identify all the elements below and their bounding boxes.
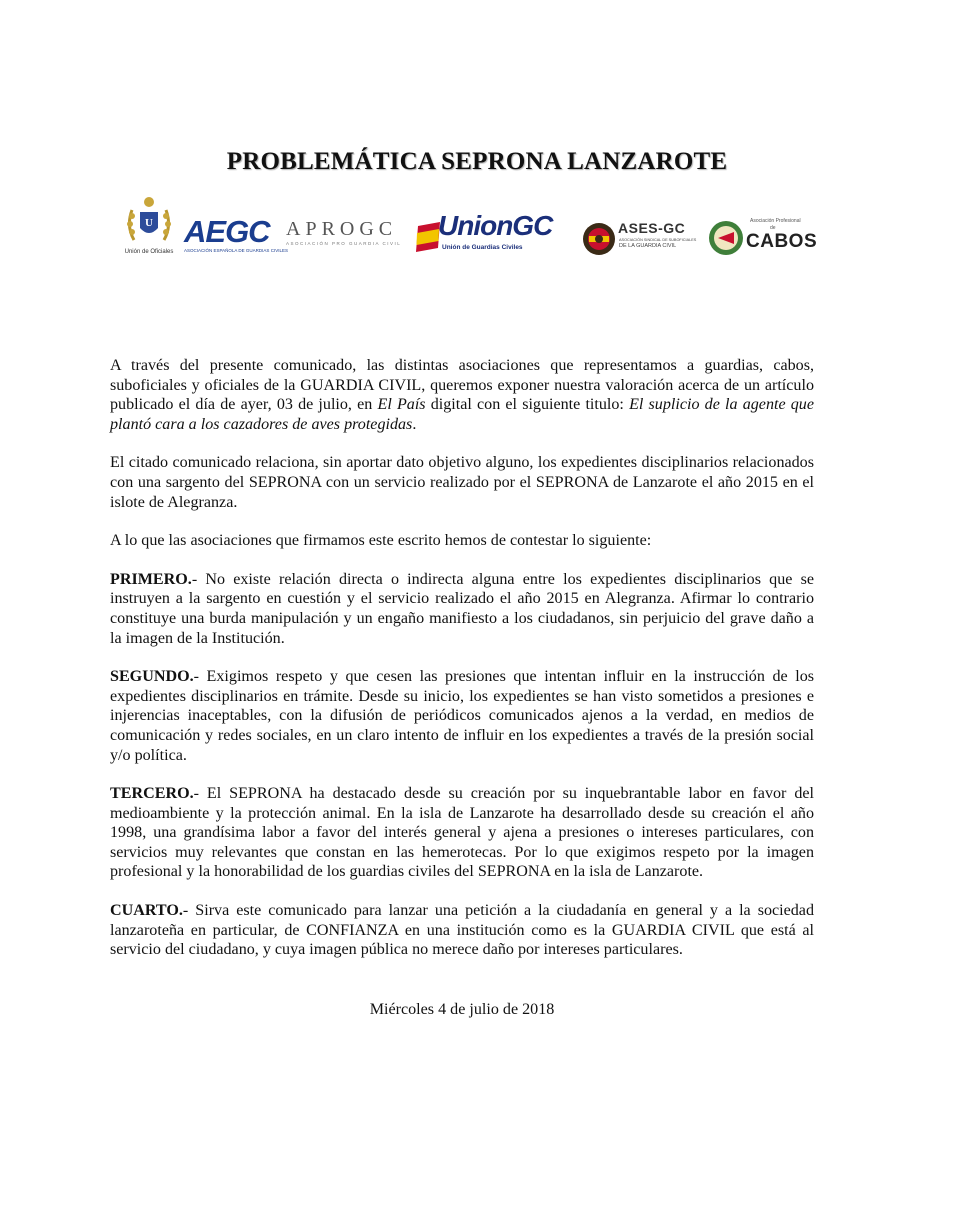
cabos-top-label: Asociación Profesional <box>750 218 801 224</box>
svg-text:U: U <box>145 217 153 229</box>
document-title: PROBLEMÁTICA SEPRONA LANZAROTE <box>226 148 728 175</box>
asesgc-subtitle-1: ASOCIACIÓN SINDICAL DE SUBOFICIALES <box>619 238 697 242</box>
cabos-emblem-icon <box>708 220 744 256</box>
response-intro-paragraph: A lo que las asociaciones que firmamos este escrito hemos de contestar lo siguiente: <box>110 532 652 550</box>
point-segundo-label: SEGUNDO. <box>110 668 194 686</box>
aprogc-name: APROGC <box>286 218 398 240</box>
intro-text: A través del presente comunicado, las distintas asociaciones que representamos a guardias, cabos, suboficiales y oficiales de la GUARDIA CIVIL, queremos exponer nuestra valoración acerca de un artículo publicado el día de ayer, 03 de julio, en <box>110 357 814 414</box>
context-paragraph: El citado comunicado relaciona, sin aportar dato objetivo alguno, los expedientes disciplinarios relacionados con una sargento del SEPRONA con un servicio realizado por el SEPRONA de Lanzarote el año 2015 en el islote de Alegranza. <box>110 454 814 511</box>
document-date: Miércoles 4 de julio de 2018 <box>369 1001 555 1018</box>
article-headline: El suplicio de la agente que plantó cara a los cazadores de aves protegidas <box>110 396 815 433</box>
point-segundo <box>110 667 814 765</box>
newspaper-name: El País <box>377 396 426 414</box>
cabos-name: CABOS <box>746 231 818 252</box>
cabos-de-label: de <box>770 225 776 231</box>
asesgc-subtitle-2: DE LA GUARDIA CIVIL <box>619 243 677 249</box>
point-tercero-label: TERCERO. <box>110 785 194 803</box>
uniongc-name: UnionGC <box>438 210 553 241</box>
union-oficiales-logo <box>122 190 176 262</box>
ases-shield-icon <box>582 220 616 258</box>
union-oficiales-label: Unión de Oficiales <box>124 249 174 255</box>
aegc-name: AEGC <box>184 214 270 249</box>
cabos-logo <box>708 218 818 262</box>
association-logos <box>118 190 818 270</box>
point-cuarto-text: - Sirva este comunicado para lanzar una petición a la ciudadanía en general y a la sociedad lanzaroteña en particular, de CONFIANZA en una institución como es la GUARDIA CIVIL que está al servicio del ciudadano, y cuya imagen pública no merece daño por intereses particulares. <box>110 902 814 959</box>
intro-paragraph <box>110 356 814 434</box>
aegc-logo <box>184 214 288 260</box>
aprogc-subtitle: ASOCIACIÓN PRO GUARDIA CIVIL <box>286 241 402 246</box>
point-tercero-text: - El SEPRONA ha destacado desde su creación por su inquebrantable labor en favor del medioambiente y la protección animal. En la isla de Lanzarote ha desarrollado desde su creación el año 1998, una grandísima labor a favor del interés general y ajena a presiones o intereses particulares, con servicios muy relevantes que constan en las hemerotecas. Por lo que exigimos respeto por la imagen profesional y la honorabilidad de los guardias civiles del SEPRONA en la isla de Lanzarote. <box>110 785 814 881</box>
asesgc-name: ASES-GC <box>618 220 686 236</box>
aprogc-logo <box>286 218 406 258</box>
point-primero-text: - No existe relación directa o indirecta alguna entre los expedientes disciplinarios que se instruyen a la sargento en cuestión y el servicio realizado el año 2015 en Alegranza. Afirmar lo contrario constituye una burda manipulación y un engaño manifiesto a los ciudadanos, sin perjuicio del grave daño a la imagen de la Institución. <box>110 570 814 647</box>
document-body <box>110 356 814 979</box>
intro-text-3: . <box>412 415 417 433</box>
intro-text-2: digital con el siguiente titulo: <box>425 396 630 414</box>
point-primero-label: PRIMERO. <box>110 570 192 588</box>
asesgc-logo <box>582 220 700 264</box>
uniongc-logo <box>416 210 566 260</box>
point-segundo-text: - Exigimos respeto y que cesen las presiones que intentan influir en la instrucción de los expedientes disciplinarios en trámite. Desde su inicio, los expedientes se han visto sometidos a presiones e injerencias inaceptables, con la difusión de periódicos comunicados ajenos a la verdad, en medios de comunicación y redes sociales, en un claro intento de influir en los expedientes a través de la presión social y/o política. <box>110 668 814 764</box>
uniongc-subtitle: Unión de Guardias Civiles <box>442 244 523 251</box>
aegc-subtitle: ASOCIACIÓN ESPAÑOLA DE GUARDIAS CIVILES <box>184 248 288 253</box>
point-cuarto-label: CUARTO. <box>110 902 183 920</box>
point-primero <box>110 570 814 648</box>
point-tercero <box>110 784 814 882</box>
point-cuarto <box>110 901 814 960</box>
